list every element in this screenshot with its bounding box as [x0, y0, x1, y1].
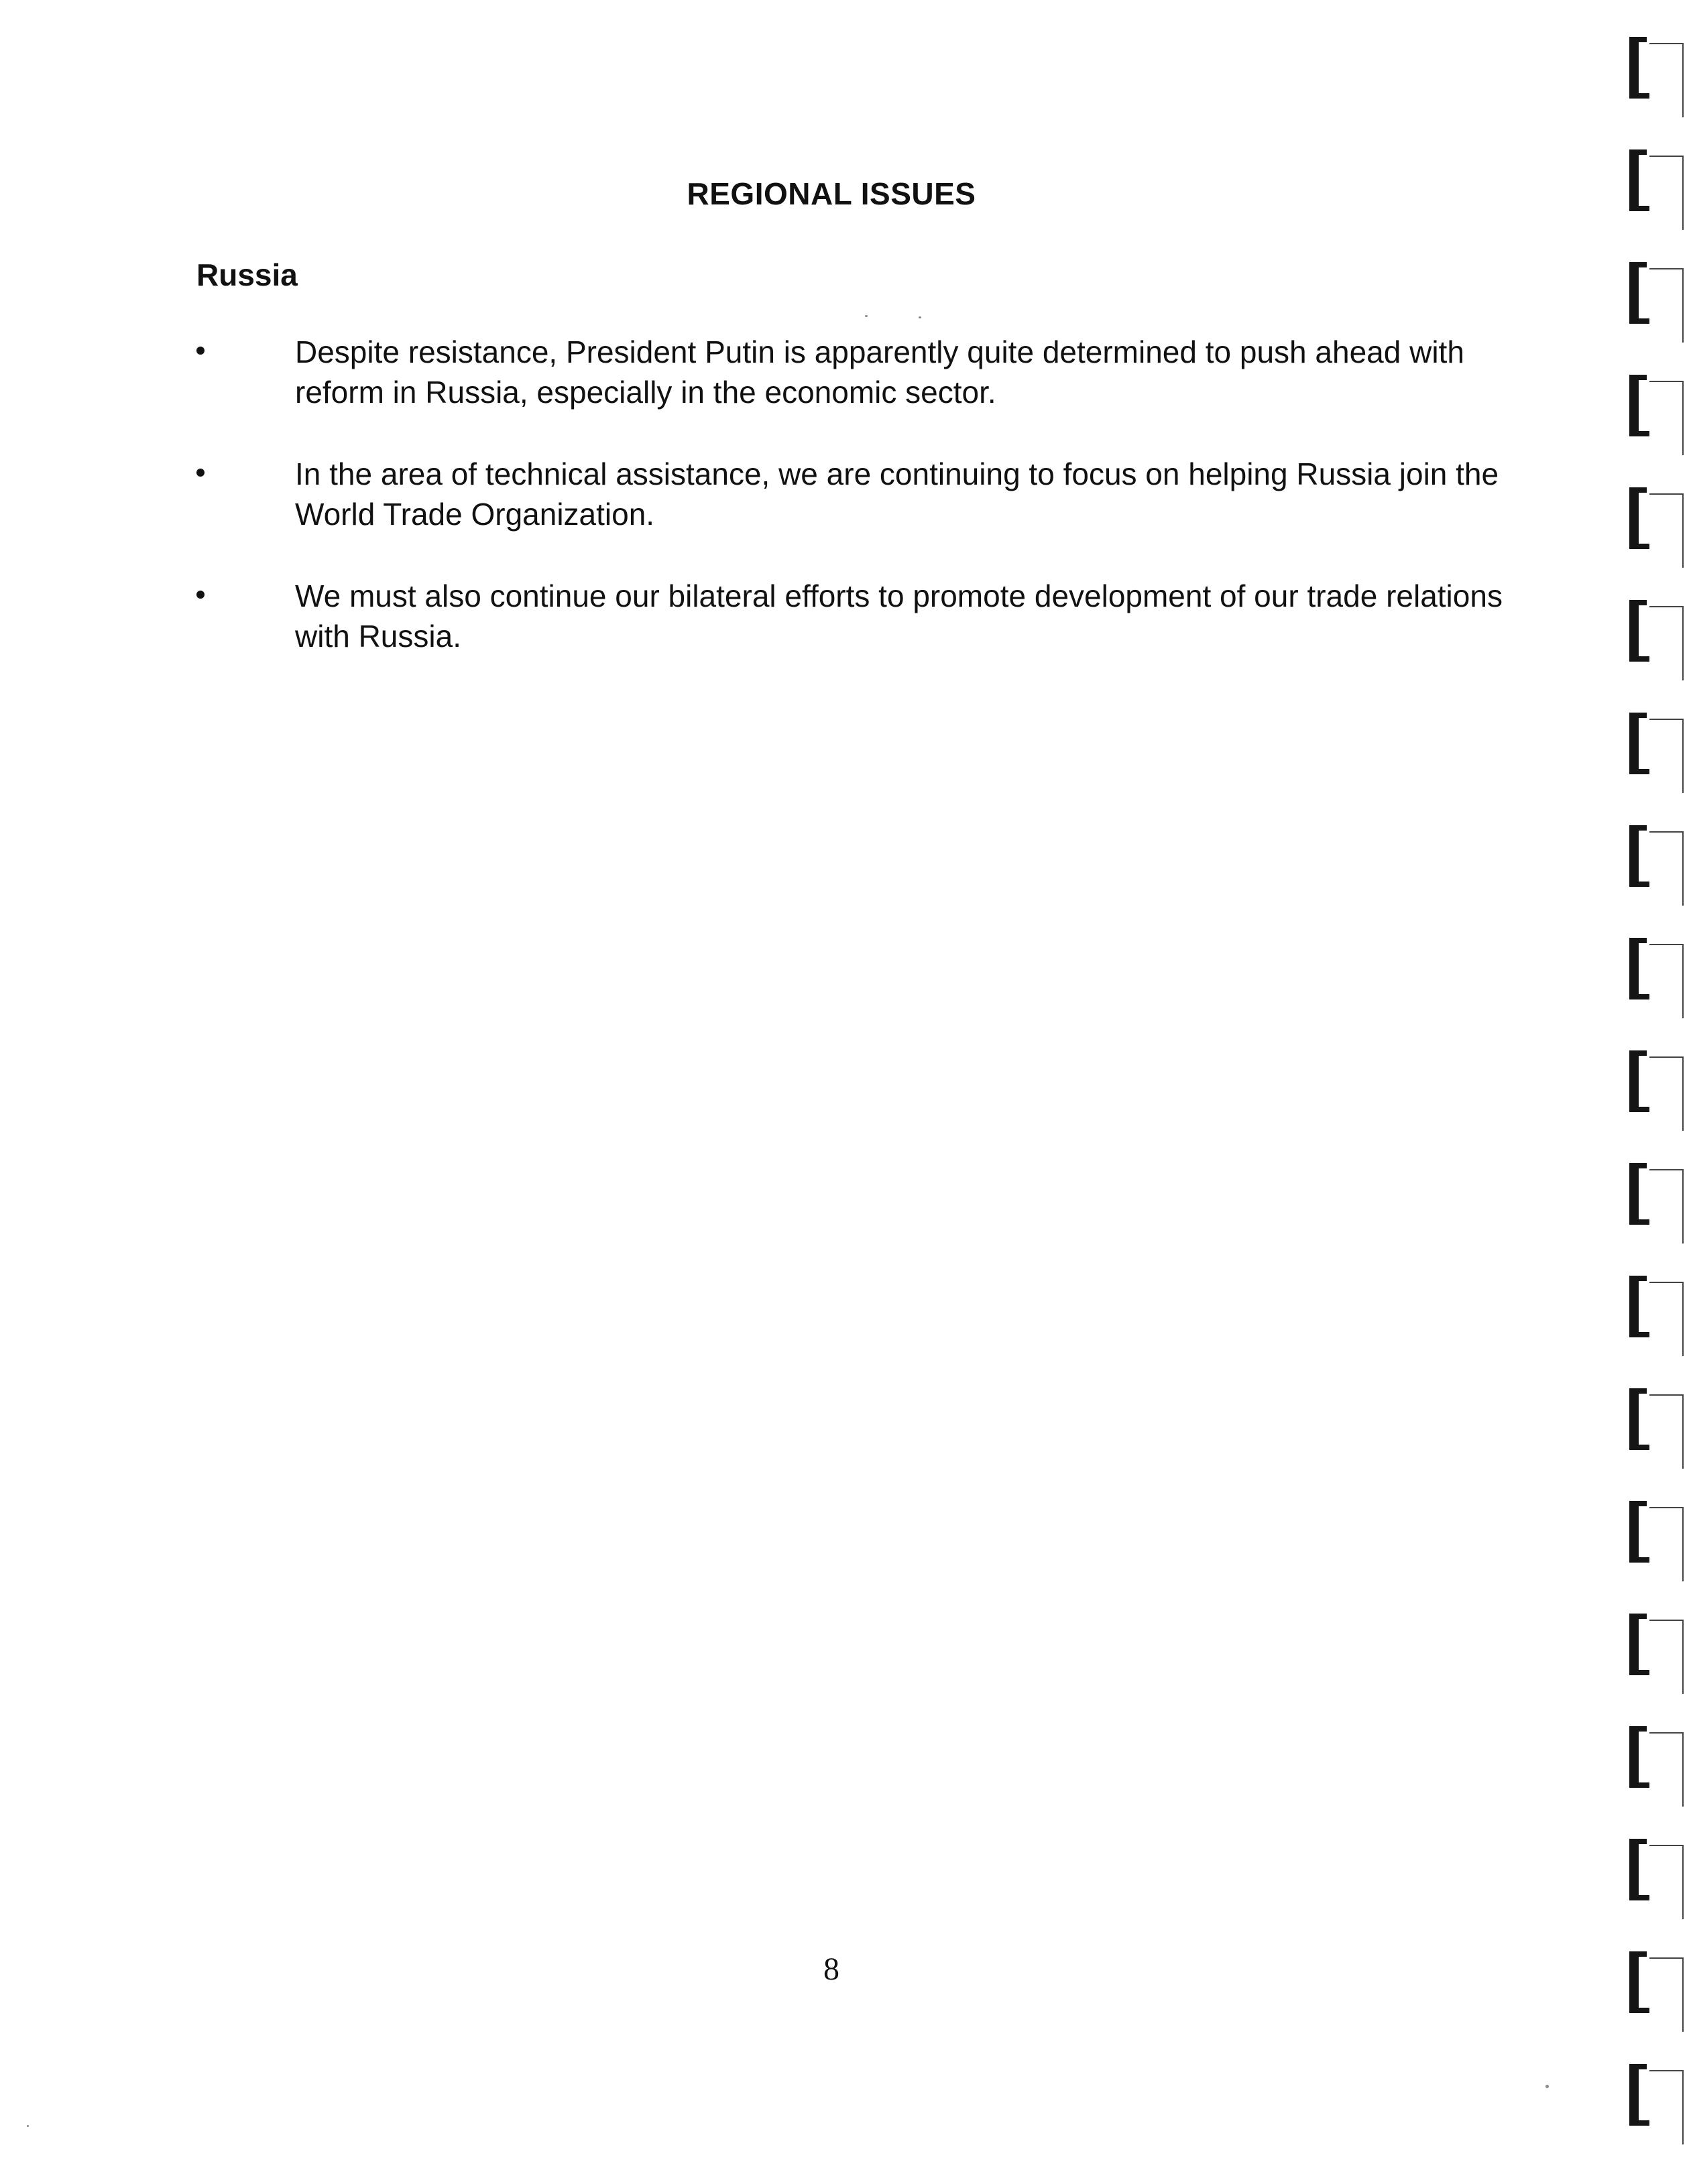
binding-ring-icon	[1629, 1050, 1683, 1131]
list-item	[0, 332, 1542, 412]
bullet-icon	[196, 469, 205, 477]
bullet-text: We must also continue our bilateral efforts to promote development of our trade relations with Russia.	[295, 579, 1503, 654]
section-heading: Russia	[196, 257, 298, 292]
page-number: 8	[823, 1951, 839, 1987]
binding-ring-icon	[1629, 1388, 1683, 1469]
bullet-text: In the area of technical assistance, we are continuing to focus on helping Russia join the World Trade Organization.	[295, 457, 1499, 532]
binding-ring-icon	[1629, 600, 1683, 680]
binding-ring-icon	[1629, 1726, 1683, 1807]
binding-ring-icon	[1629, 262, 1683, 343]
binding-ring-icon	[1629, 1614, 1683, 1694]
bullet-icon	[196, 347, 205, 355]
binding-ring-icon	[1629, 1276, 1683, 1356]
binding-ring-icon	[1629, 37, 1683, 117]
binding-ring-icon	[1629, 1163, 1683, 1243]
page-title: REGIONAL ISSUES	[687, 176, 976, 211]
scan-speck	[919, 316, 921, 318]
bullet-text: Despite resistance, President Putin is apparently quite determined to push ahead with reform in Russia, especially in the economic sector.	[295, 335, 1464, 410]
bullet-icon	[196, 591, 205, 599]
list-item	[0, 454, 1542, 534]
scan-speck	[27, 2125, 29, 2127]
binding-ring-icon	[1629, 149, 1683, 230]
scan-speck	[1545, 2085, 1549, 2088]
binding-ring-icon	[1629, 2064, 1683, 2144]
bullet-list	[0, 332, 1542, 698]
list-item	[0, 576, 1542, 656]
binding-ring-icon	[1629, 1501, 1683, 1581]
spiral-binding	[1616, 0, 1693, 2184]
scan-speck	[865, 315, 868, 317]
binding-ring-icon	[1629, 1951, 1683, 2032]
binding-ring-icon	[1629, 825, 1683, 906]
binding-ring-icon	[1629, 713, 1683, 793]
binding-ring-icon	[1629, 938, 1683, 1018]
binding-ring-icon	[1629, 375, 1683, 455]
binding-ring-icon	[1629, 487, 1683, 568]
binding-ring-icon	[1629, 1839, 1683, 1919]
